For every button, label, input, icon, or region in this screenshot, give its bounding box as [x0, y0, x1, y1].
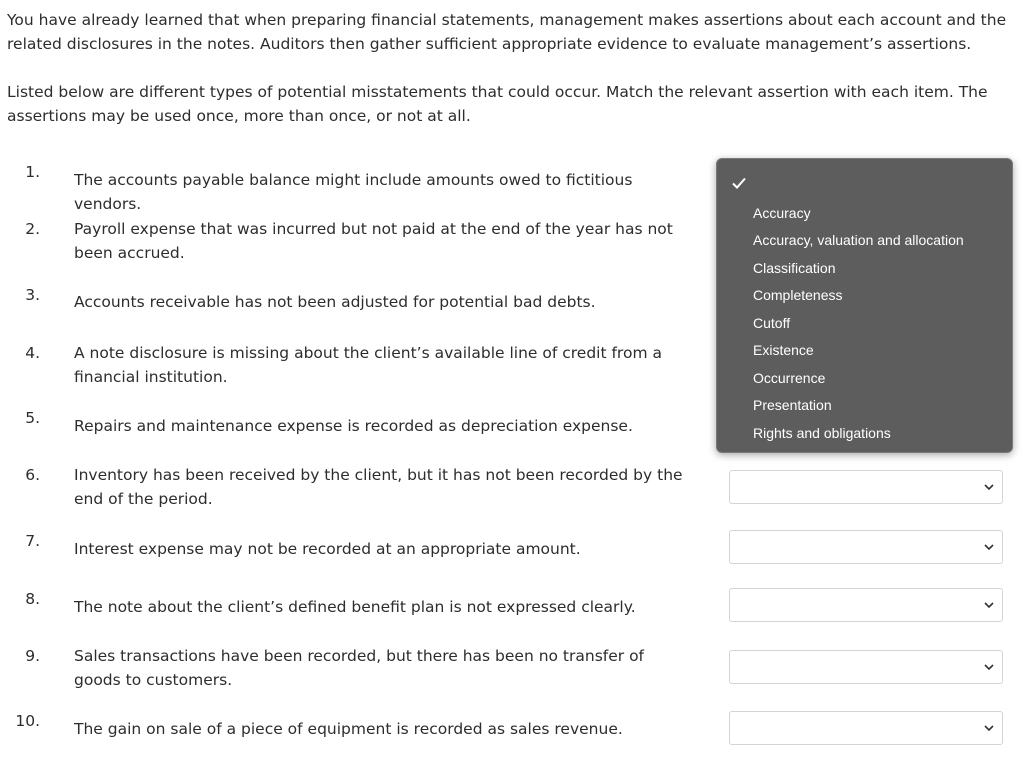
- item-number: 8.: [25, 590, 40, 608]
- item-number: 7.: [25, 532, 40, 550]
- assertion-dropdown-menu[interactable]: [716, 158, 1013, 453]
- item-number: 6.: [25, 466, 40, 484]
- assertion-select-7[interactable]: [729, 530, 1003, 564]
- item-text: Payroll expense that was incurred but not paid at the end of the year has not been accrued.: [74, 220, 673, 262]
- dropdown-option-presentation[interactable]: Presentation: [753, 397, 832, 413]
- dropdown-option-cutoff[interactable]: Cutoff: [753, 315, 791, 331]
- chevron-down-icon: [982, 480, 996, 494]
- chevron-down-icon: [982, 721, 996, 735]
- intro-paragraph-2: Listed below are different types of potential misstatements that could occur. Match the relevant assertion with each item. The assertions may be used once, more than once, or not at all.: [7, 83, 988, 125]
- item-text: Interest expense may not be recorded at an appropriate amount.: [74, 540, 581, 558]
- item-number: 5.: [25, 409, 40, 427]
- item-text: A note disclosure is missing about the client’s available line of credit from a financial institution.: [74, 344, 662, 386]
- assertion-select-10[interactable]: [729, 711, 1003, 745]
- dropdown-option-accuracy[interactable]: Accuracy: [753, 205, 811, 221]
- item-number: 2.: [25, 220, 40, 238]
- item-text: Accounts receivable has not been adjusted for potential bad debts.: [74, 293, 596, 311]
- item-number: 3.: [25, 286, 40, 304]
- assertion-select-9[interactable]: [729, 650, 1003, 684]
- dropdown-option-completeness[interactable]: Completeness: [753, 287, 843, 303]
- chevron-down-icon: [982, 598, 996, 612]
- item-number: 9.: [25, 647, 40, 665]
- item-text: The note about the client’s defined benefit plan is not expressed clearly.: [74, 598, 636, 616]
- dropdown-option-classification[interactable]: Classification: [753, 260, 836, 276]
- dropdown-option-rights-obligations[interactable]: Rights and obligations: [753, 425, 891, 441]
- chevron-down-icon: [982, 660, 996, 674]
- item-text: Sales transactions have been recorded, but there has been no transfer of goods to customers.: [74, 647, 645, 689]
- assertion-select-6[interactable]: [729, 470, 1003, 504]
- item-text: The gain on sale of a piece of equipment is recorded as sales revenue.: [74, 720, 623, 738]
- dropdown-option-occurrence[interactable]: Occurrence: [753, 370, 826, 386]
- item-text: The accounts payable balance might include amounts owed to fictitious vendors.: [74, 171, 633, 213]
- item-number: 4.: [25, 344, 40, 362]
- checkmark-icon: [731, 175, 747, 191]
- item-text: Inventory has been received by the client, but it has not been recorded by the end of the period.: [74, 466, 683, 508]
- item-number: 10.: [15, 712, 40, 730]
- dropdown-option-accuracy-valuation-allocation[interactable]: Accuracy, valuation and allocation: [753, 232, 964, 248]
- item-number: 1.: [25, 163, 40, 181]
- assertion-select-8[interactable]: [729, 588, 1003, 622]
- dropdown-option-existence[interactable]: Existence: [753, 342, 814, 358]
- intro-paragraph-1: You have already learned that when preparing financial statements, management makes assertions about each account and the related disclosures in the notes. Auditors then gather sufficient appropriate evidence to evaluate management’s assertions.: [7, 11, 1007, 53]
- chevron-down-icon: [982, 540, 996, 554]
- item-text: Repairs and maintenance expense is recorded as depreciation expense.: [74, 417, 633, 435]
